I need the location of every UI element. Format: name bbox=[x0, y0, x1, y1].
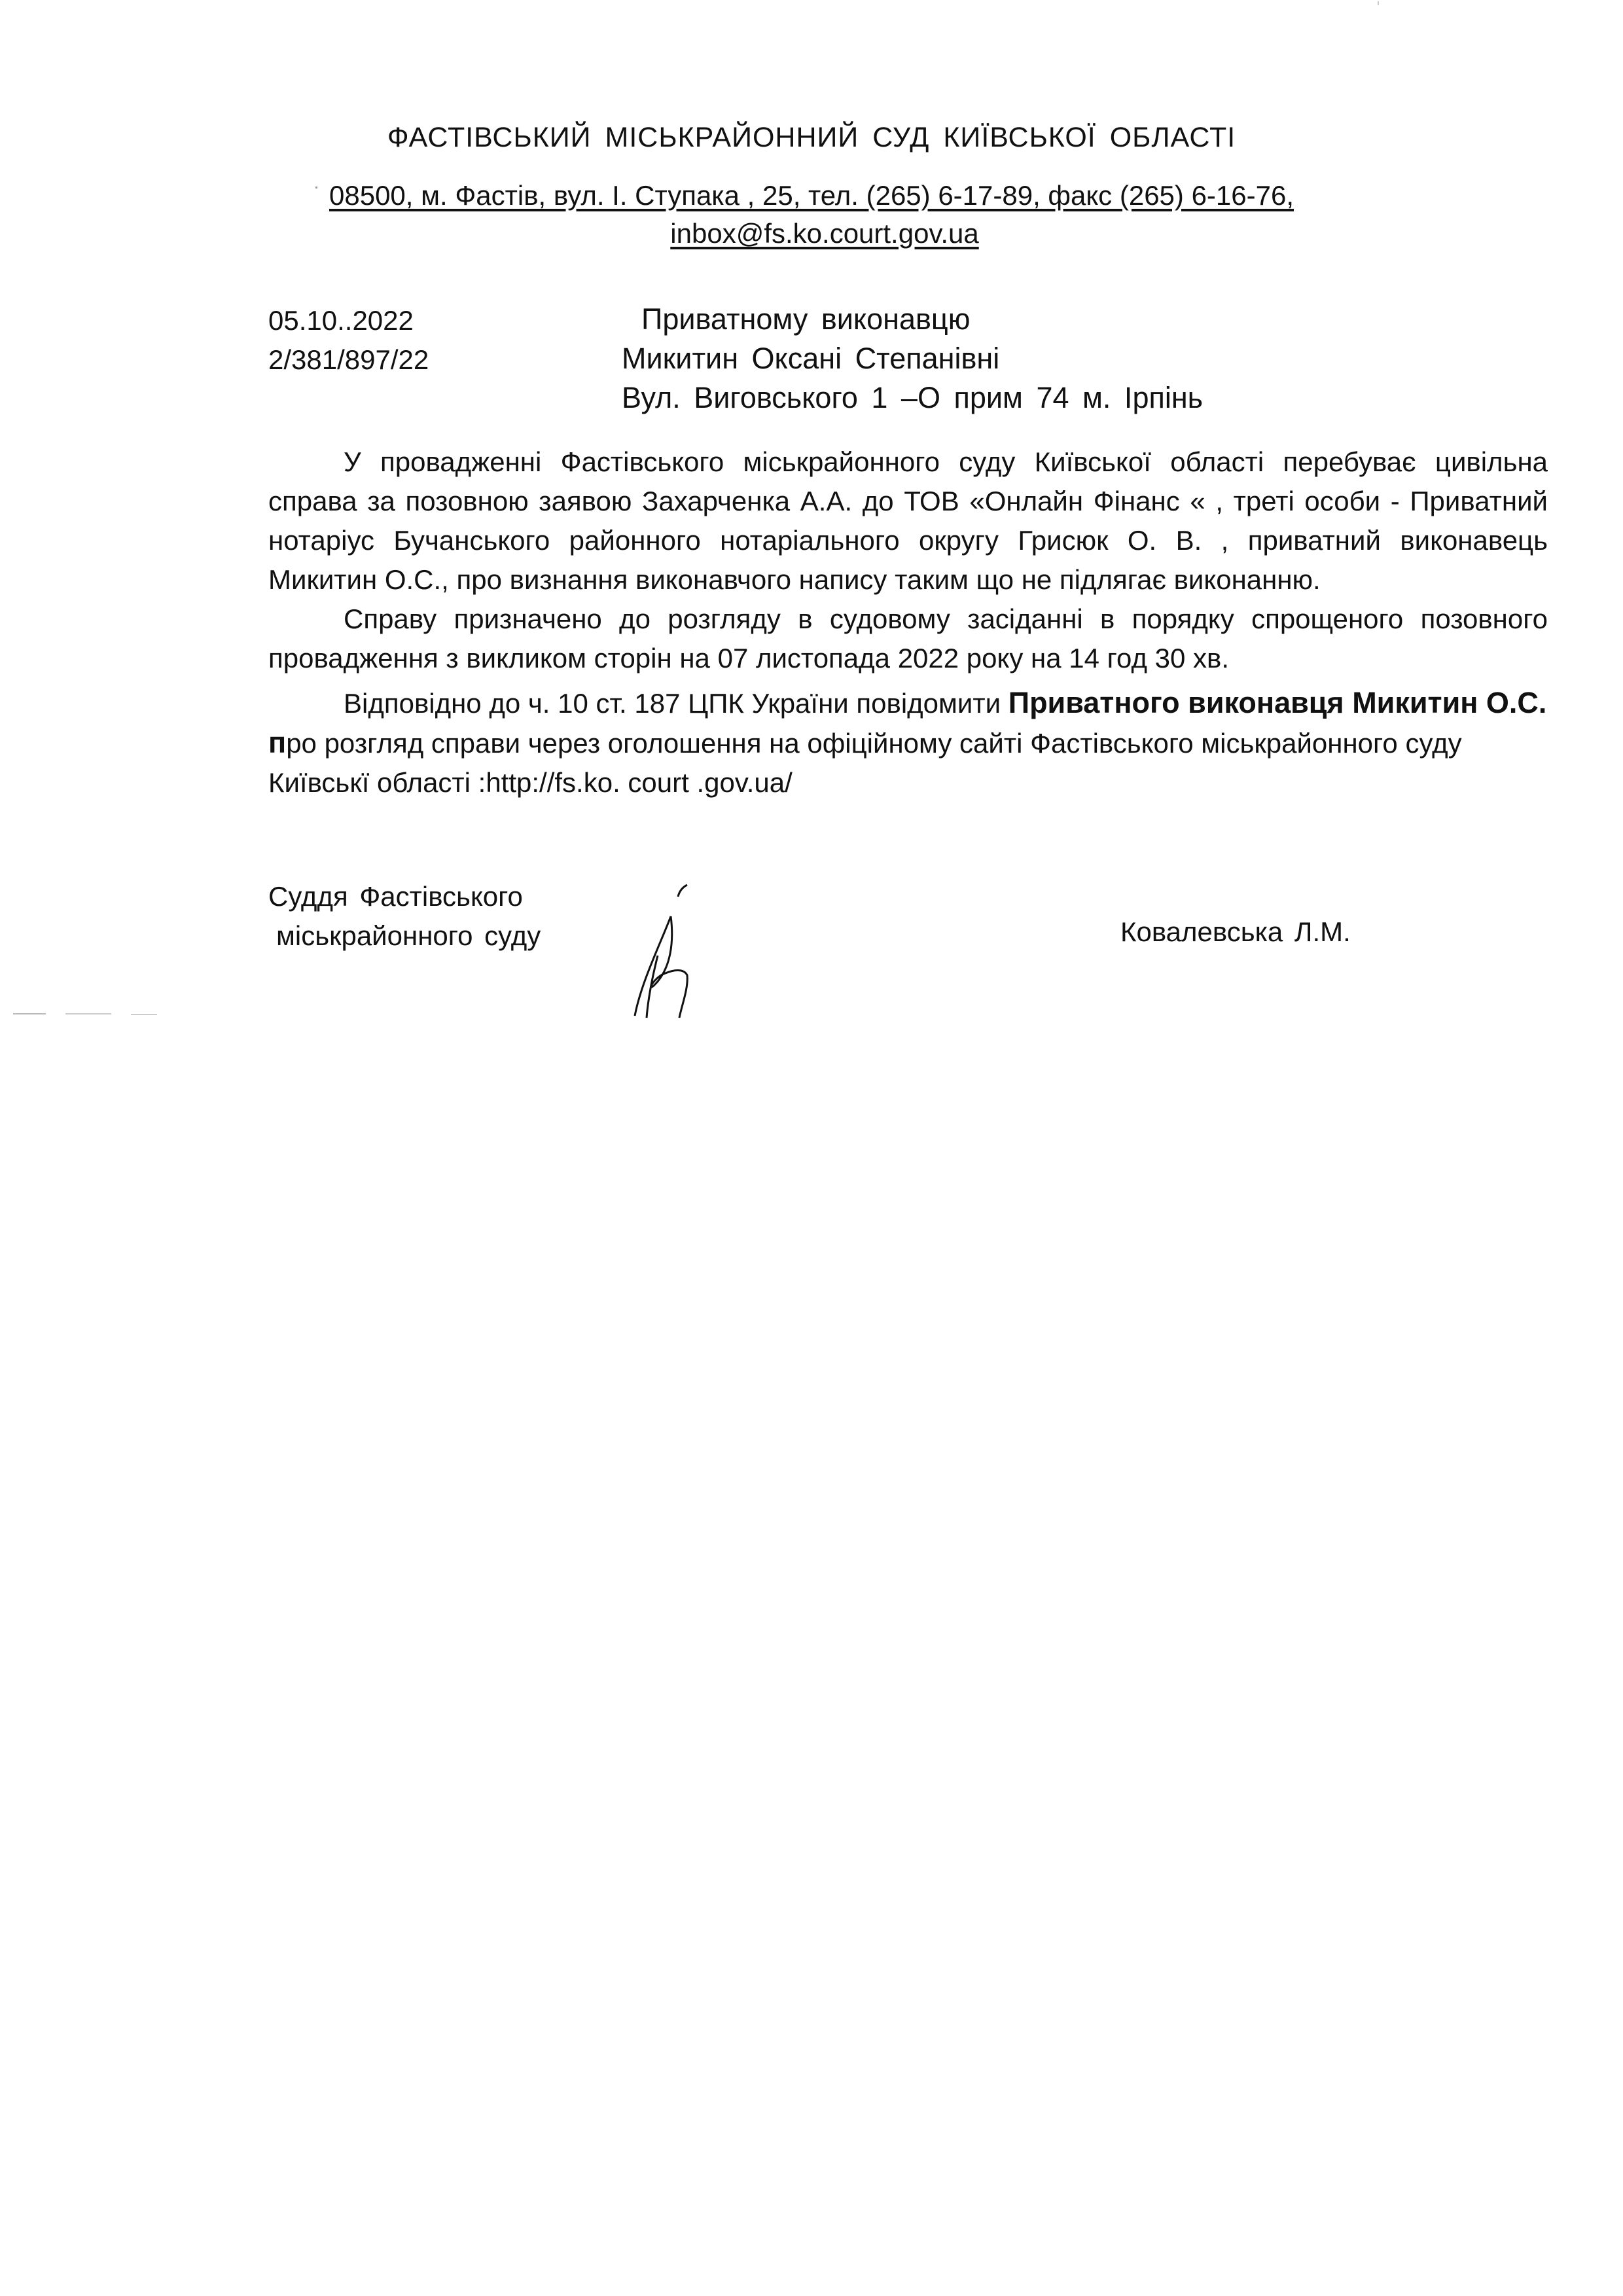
scan-artifact bbox=[1378, 1, 1379, 5]
recipient-address: Вул. Виговського 1 –О прим 74 м. Ірпінь bbox=[622, 381, 1204, 414]
document-date: 05.10..2022 bbox=[268, 305, 414, 336]
document-meta bbox=[268, 301, 429, 380]
signer-title-line2: міськрайонного суду bbox=[276, 920, 541, 951]
paragraph-hearing: Справу призначено до розгляду в судовому засіданні в порядку спрощеного позовного провадження з викликом сторін на 07 листопада 2022 року на 14 год 30 хв. bbox=[268, 603, 1548, 673]
court-name: ФАСТІВСЬКИЙ МІСЬКРАЙОННИЙ СУД КИЇВСЬКОЇ ОБЛАСТІ bbox=[387, 122, 1236, 153]
judge-name: Ковалевська Л.М. bbox=[1120, 916, 1351, 947]
signer-title bbox=[268, 877, 541, 956]
address-line: 08500, м. Фастів, вул. І. Ступака , 25, тел. (265) 6-17-89, факс (265) 6-16-76, bbox=[329, 180, 1294, 211]
court-address bbox=[0, 177, 1623, 253]
scan-artifact bbox=[315, 187, 317, 188]
signer-title-line1: Суддя Фастівського bbox=[268, 881, 523, 912]
paragraph-case: У провадженні Фастівського міськрайонного суду Київської області перебуває цивільна справа за позовною заявою Захарченка А.А. до ТОВ «Онлайн Фінанс « , треті особи - Приватний нотаріус Бучанського районного нотаріального округу Грисюк О. В. , приватний виконавець Микитин О.С., про визнання виконавчого напису таким що не підлягає виконанню. bbox=[268, 446, 1548, 595]
notice-text-start: Відповідно до ч. 10 ст. 187 ЦПК України повідомити bbox=[344, 688, 1008, 719]
notice-text-bold: Приватного виконавця Микитин О.С. п bbox=[268, 686, 1547, 759]
email-address: inbox@fs.ko.court.gov.ua bbox=[670, 218, 979, 249]
notice-text-end: ро розгляд справи через оголошення на офіційному сайті Фастівського міськрайонного суду Київськї області :http://fs.ko. court .gov.ua/ bbox=[268, 728, 1462, 798]
scan-artifact bbox=[131, 1014, 157, 1015]
scan-artifact bbox=[65, 1013, 111, 1014]
recipient-name: Микитин Оксані Степанівні bbox=[622, 342, 1000, 375]
handwritten-signature bbox=[609, 877, 726, 1021]
recipient-title: Приватному виконавцю bbox=[641, 302, 971, 336]
scan-artifact bbox=[13, 1013, 46, 1014]
recipient-block bbox=[622, 300, 1203, 418]
paragraph-notice bbox=[268, 683, 1548, 802]
letter-body bbox=[268, 442, 1548, 802]
case-reference: 2/381/897/22 bbox=[268, 344, 429, 375]
